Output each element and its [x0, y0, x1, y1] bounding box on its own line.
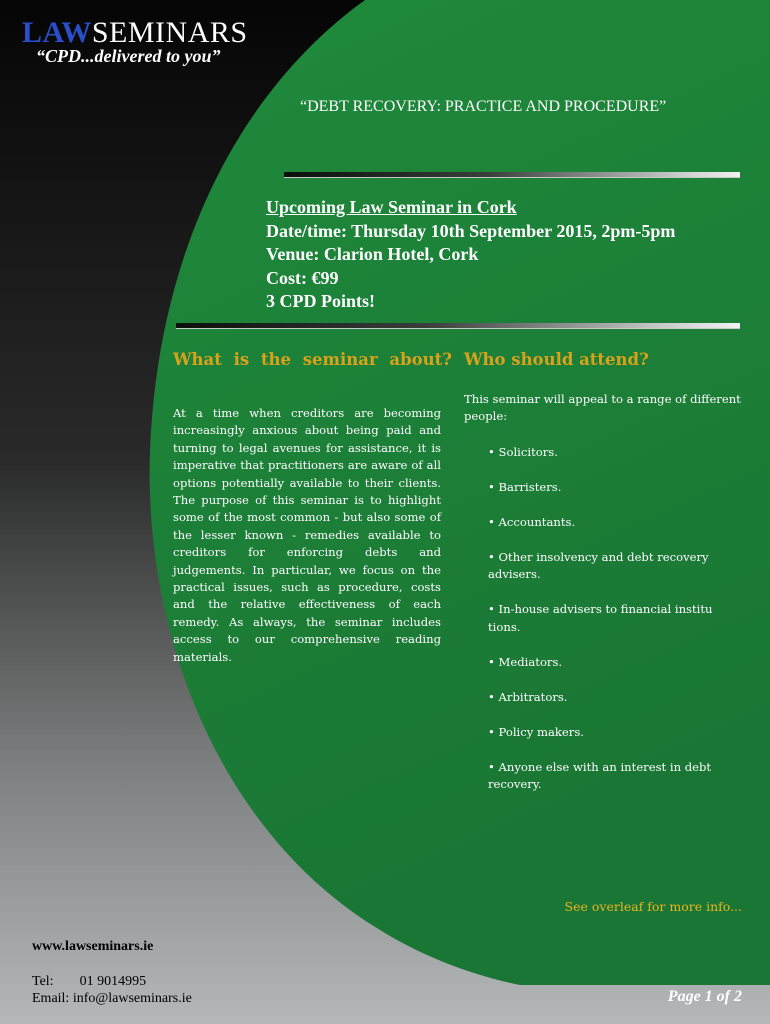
about-heading: What is the seminar about? [173, 350, 452, 369]
event-cost: Cost: €99 [266, 267, 339, 288]
page-number: Page 1 of 2 [667, 988, 742, 1005]
list-item: • Mediators. [488, 654, 563, 669]
seminar-title: “DEBT RECOVERY: PRACTICE AND PROCEDURE” [300, 98, 667, 115]
footer-email[interactable]: Email: info@lawseminars.ie [32, 991, 192, 1006]
event-info [266, 196, 746, 314]
brand-tagline: “CPD...delivered to you” [36, 46, 221, 66]
event-venue: Venue: Clarion Hotel, Cork [266, 244, 479, 264]
tel-label: Tel: [32, 974, 54, 989]
attendee-list [488, 444, 742, 811]
list-item: • Solicitors. [488, 445, 558, 459]
list-item: • In-house advisers to financial institu tions. [488, 602, 713, 634]
attend-intro: This seminar will appeal to a range of different people: [464, 392, 741, 424]
overleaf-note: See overleaf for more info... [564, 899, 742, 914]
event-datetime: Date/time: Thursday 10th September 2015, 2pm-5pm [266, 220, 676, 241]
list-item: • Barristers. [488, 480, 562, 494]
event-heading: Upcoming Law Seminar in Cork [266, 197, 517, 217]
logo-seminars-text: SEMINARS [91, 16, 248, 49]
list-item: • Policy makers. [488, 724, 584, 739]
list-item: • Accountants. [488, 515, 576, 529]
footer-website-link[interactable]: www.lawseminars.ie [32, 939, 154, 954]
list-item: • Arbitrators. [488, 689, 568, 704]
list-item: • Other insolvency and debt recovery advisers. [488, 550, 709, 582]
brand-logo [22, 16, 248, 50]
attend-heading: Who should attend? [464, 350, 649, 369]
about-body: At a time when creditors are becoming increasingly anxious about being paid and turning to legal avenues for assistance, it is imperative that practitioners are aware of all options potentially available to their clients. The purpose of this seminar is to highlight some of the most common - but also some of the lesser known - remedies available to creditors for enforcing debts and judgements. In particular, we focus on the practical issues, such as procedure, costs and the relative effectiveness of each remedy. As always, the seminar includes access to our comprehensive reading materials. [173, 406, 441, 664]
divider-middle [176, 323, 740, 328]
event-cpd-points: 3 CPD Points! [266, 291, 375, 311]
footer-telephone [32, 974, 146, 990]
tel-number: 01 9014995 [79, 974, 147, 989]
divider-top [284, 172, 740, 177]
list-item: • Anyone else with an interest in debt recovery. [488, 759, 712, 792]
logo-law-text: LAW [22, 16, 92, 49]
